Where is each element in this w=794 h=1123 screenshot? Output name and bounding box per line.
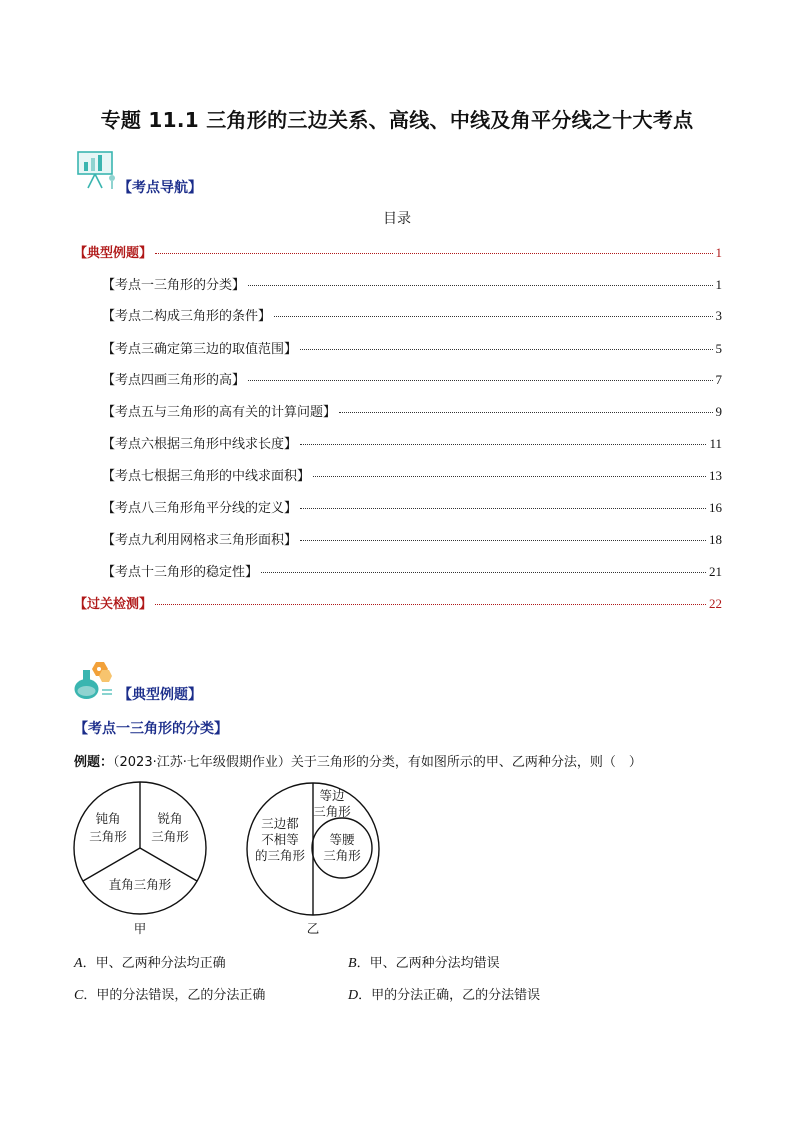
option-a[interactable] xyxy=(74,952,226,972)
diagram-caption: 乙 xyxy=(306,921,320,936)
acute-label: 三角形 xyxy=(151,829,189,844)
option-letter: B xyxy=(348,956,357,971)
toc-item-label: 【考点十三角形的稳定性】 xyxy=(102,565,259,580)
isosceles-label: 三角形 xyxy=(323,848,361,863)
obtuse-label: 钝角 xyxy=(95,811,121,826)
diagram-yi xyxy=(244,780,384,940)
option-text: ．甲、乙两种分法均错误 xyxy=(356,956,500,971)
toc-item-page: 21 xyxy=(709,564,722,579)
toc-item-page: 11 xyxy=(709,436,722,451)
toc-item-page: 3 xyxy=(715,308,722,323)
toc-item-page: 22 xyxy=(709,596,722,611)
toc-item-page: 18 xyxy=(709,532,722,547)
toc-item[interactable] xyxy=(102,338,722,357)
toc-item[interactable] xyxy=(102,529,722,548)
toc-leader xyxy=(155,253,712,254)
scalene-label: 不相等 xyxy=(261,832,299,847)
toc-item-label: 【考点五与三角形的高有关的计算问题】 xyxy=(102,405,337,420)
right-label: 直角三角形 xyxy=(108,877,172,892)
toc-leader xyxy=(274,316,712,317)
question-body: （2023·江苏·七年级假期作业）关于三角形的分类，有如图所示的甲、乙两种分法，则（ ） xyxy=(113,755,642,770)
toc-item[interactable] xyxy=(102,433,722,452)
option-text: ．甲的分法正确，乙的分法错误 xyxy=(358,988,541,1003)
toc-item[interactable] xyxy=(102,497,722,516)
toc-item[interactable] xyxy=(102,465,722,484)
toc-item-page: 9 xyxy=(715,404,722,419)
option-text: ．甲、乙两种分法均正确 xyxy=(82,956,226,971)
toc-item-label: 【考点三确定第三边的取值范围】 xyxy=(102,342,298,357)
toc-item-label: 【考点九利用网格求三角形面积】 xyxy=(102,533,298,548)
presentation-board-icon xyxy=(74,148,118,192)
toc-leader xyxy=(300,349,712,350)
toc-item-label: 【过关检测】 xyxy=(74,597,153,612)
nav-label: 【考点导航】 xyxy=(118,180,202,196)
option-text: ．甲的分法错误，乙的分法正确 xyxy=(83,988,266,1003)
toc-leader xyxy=(300,444,706,445)
toc-item[interactable] xyxy=(102,274,722,293)
equilateral-label: 三角形 xyxy=(313,804,351,819)
option-letter: C xyxy=(74,988,84,1003)
toc-item[interactable] xyxy=(74,593,722,612)
toc-item[interactable] xyxy=(102,369,722,388)
toc-item-label: 【考点四画三角形的高】 xyxy=(102,373,246,388)
toc-item-page: 1 xyxy=(715,245,722,260)
toc-item[interactable] xyxy=(74,242,722,261)
toc-leader xyxy=(261,572,706,573)
section-label: 【典型例题】 xyxy=(118,687,202,703)
toc-item-label: 【考点六根据三角形中线求长度】 xyxy=(102,437,298,452)
toc-item-page: 7 xyxy=(715,372,722,387)
option-letter: A xyxy=(74,956,83,971)
toc-item-label: 【考点七根据三角形的中线求面积】 xyxy=(102,469,311,484)
acute-label: 锐角 xyxy=(157,811,183,826)
toc-item-label: 【典型例题】 xyxy=(74,246,153,261)
obtuse-label: 三角形 xyxy=(89,829,127,844)
toc-item-page: 1 xyxy=(715,277,722,292)
diagram-caption: 甲 xyxy=(133,921,147,936)
toc-item[interactable] xyxy=(102,401,722,420)
toc-leader xyxy=(248,285,712,286)
toc-leader xyxy=(300,508,706,509)
page-title: 专题 11.1 三角形的三边关系、高线、中线及角平分线之十大考点 xyxy=(100,108,694,132)
option-d[interactable] xyxy=(348,984,540,1004)
kaodian-heading: 【考点一三角形的分类】 xyxy=(74,721,228,737)
toc-leader xyxy=(339,412,712,413)
toc-title: 目录 xyxy=(383,211,411,227)
option-c[interactable] xyxy=(74,984,265,1004)
toc-item-label: 【考点一三角形的分类】 xyxy=(102,278,246,293)
scalene-label: 三边都 xyxy=(261,816,299,831)
toc-leader xyxy=(313,476,706,477)
toc-item[interactable] xyxy=(102,561,722,580)
toc-item-page: 5 xyxy=(715,341,722,356)
toc-item-page: 16 xyxy=(709,500,722,515)
isosceles-label: 等腰 xyxy=(329,832,355,847)
diagram-jia xyxy=(66,780,216,938)
toc-item-label: 【考点二构成三角形的条件】 xyxy=(102,309,272,324)
scalene-label: 的三角形 xyxy=(254,848,306,863)
option-letter: D xyxy=(348,988,359,1003)
question-text xyxy=(74,751,642,770)
question-lead: 例题： xyxy=(74,755,114,770)
flask-icon xyxy=(72,658,116,702)
toc-leader xyxy=(248,380,712,381)
equilateral-label: 等边 xyxy=(319,788,345,803)
option-b[interactable] xyxy=(348,952,500,972)
toc-item[interactable] xyxy=(102,305,722,324)
toc-item-label: 【考点八三角形角平分线的定义】 xyxy=(102,501,298,516)
toc-leader xyxy=(155,604,706,605)
toc-item-page: 13 xyxy=(709,468,722,483)
toc-leader xyxy=(300,540,706,541)
